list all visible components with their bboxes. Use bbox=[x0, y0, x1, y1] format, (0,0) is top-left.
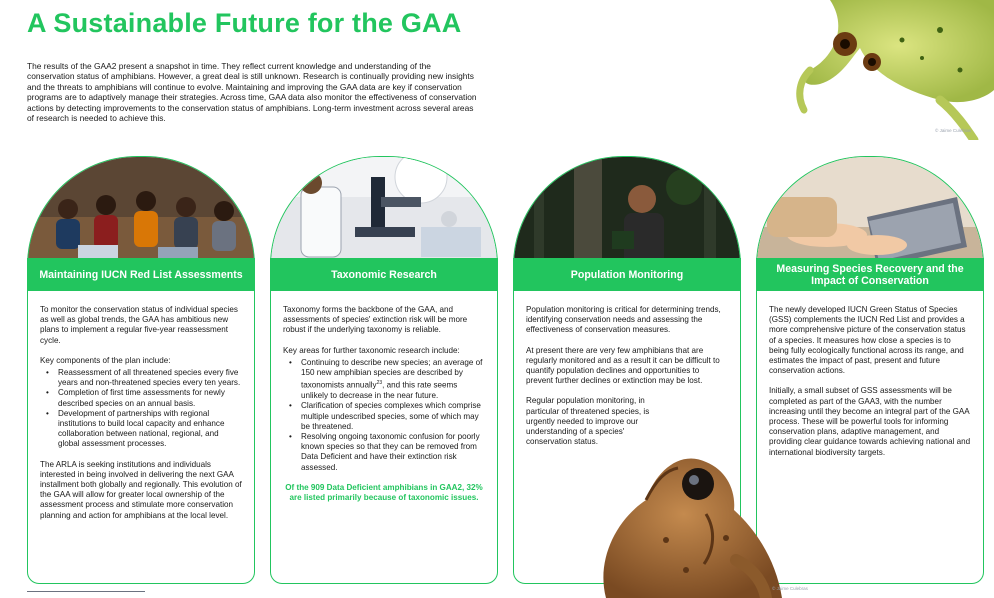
highlight-stat: Of the 909 Data Deficient amphibians in GAA2, 32% are listed primarily because of taxonomic issues. bbox=[285, 482, 483, 502]
footnote-divider bbox=[27, 591, 145, 592]
list-item bbox=[283, 358, 485, 402]
list-item-text: Continuing to describe new species; an average of 150 new amphibian species are described by taxonomists annually bbox=[301, 357, 483, 390]
list-item: • Completion of first time assessments for newly described species on an annual basis. bbox=[40, 388, 242, 408]
card-paragraph: Key areas for further taxonomic research include: bbox=[283, 345, 460, 355]
list-item: • Development of partnerships with regional institutions to build local capacity and enhance collaboration between national, regional, and global assessment processes. bbox=[40, 409, 242, 450]
card-paragraph: At present there are very few amphibians that are regularly monitored and as a result it can be difficult to quantify population declines and opportunities to prevent further declines or extinction may be lost. bbox=[526, 345, 720, 386]
card-paragraph: Population monitoring is critical for determining trends, identifying conservation needs and assessing the effectiveness of conservation measures. bbox=[526, 305, 721, 335]
page-title: A Sustainable Future for the GAA bbox=[27, 8, 462, 38]
bullet-list bbox=[40, 368, 242, 450]
card-heading: Taxonomic Research bbox=[271, 259, 497, 291]
card-photo-forest bbox=[513, 156, 741, 266]
footnote-ref: 23 bbox=[376, 380, 383, 387]
card-paragraph: Regular population monitoring, in particular of threatened species, is urgently needed to improve our understanding of a species' conservation status. bbox=[526, 396, 650, 447]
card-taxonomic bbox=[270, 258, 498, 584]
card-photo-microscope bbox=[270, 156, 498, 266]
card-heading: Maintaining IUCN Red List Assessments bbox=[28, 259, 254, 291]
toad-photo bbox=[586, 440, 786, 598]
list-item: • Reassessment of all threatened species every five years and non-threatened species every ten years. bbox=[40, 368, 242, 388]
glass-frog-photo bbox=[790, 0, 994, 140]
card-heading: Population Monitoring bbox=[514, 259, 740, 291]
card-recovery bbox=[756, 258, 984, 584]
card-paragraph: Taxonomy forms the backbone of the GAA, and assessments of species' extinction risk will be more robust if the underlying taxonomy is reliable. bbox=[283, 305, 468, 335]
photo-credit-bottom: © Jaime Culebras bbox=[772, 586, 808, 591]
list-item: • Resolving ongoing taxonomic confusion for poorly known species so that they can be removed from Data Deficient and have their extinction risk assessed. bbox=[283, 432, 485, 473]
photo-credit-top: © Jaime Culebras bbox=[935, 128, 971, 133]
card-paragraph: Initially, a small subset of GSS assessments will be completed as part of the GAA3, with the number increasing until they become an integral part of the GAA process. These will be powerful tools for informing conservation plans, adaptive management, and providing clear guidance towards achieving national and international biodiversity targets. bbox=[769, 386, 971, 457]
list-item: • Clarification of species complexes which comprise multiple undescribed species, some of which may be threatened. bbox=[283, 401, 485, 432]
bullet-list bbox=[283, 358, 485, 473]
list-item-text: , and this rate seems unlikely to decrease in the near future. bbox=[301, 380, 458, 401]
card-paragraph: Key components of the plan include: bbox=[40, 355, 171, 365]
card-paragraph: The ARLA is seeking institutions and individuals interested in being involved in delivering the next GAA installment both globally and regionally. This evolution of the GAA will allow for greater local ownership of the assessment process and stimulate more conservation planning and action for amphibians at the local level. bbox=[40, 459, 242, 520]
card-heading: Measuring Species Recovery and the Impact of Conservation bbox=[757, 259, 983, 291]
intro-paragraph: The results of the GAA2 present a snapshot in time. They reflect current knowledge and understanding of the conservation status of amphibians. However, a great deal is still unknown. Research is continually providing new insights and the threats to amphibians will continue to evolve. Maintaining and improving the GAA data are key if conservation programs are to adaptively manage their strategies. Across time, GAA data also monitor the effectiveness of conservation actions by detecting improvements to the conservation status of amphibians. Long-term investment across several areas of research is needed to achieve this. bbox=[27, 61, 477, 124]
card-paragraph: To monitor the conservation status of individual species as well as global trends, the GAA has ambitious new plans to implement a regular five-year reassessment cycle. bbox=[40, 305, 238, 345]
card-photo-laptop bbox=[756, 156, 984, 266]
card-photo-team bbox=[27, 156, 255, 266]
card-red-list bbox=[27, 258, 255, 584]
card-paragraph: The newly developed IUCN Green Status of Species (GSS) complements the IUCN Red List and provides a more comprehensive picture of the conservation status of a species. It measures how close a species is to being fully ecologically functional across its range, and estimates the impact of past, present and future conservation actions. bbox=[769, 305, 966, 376]
